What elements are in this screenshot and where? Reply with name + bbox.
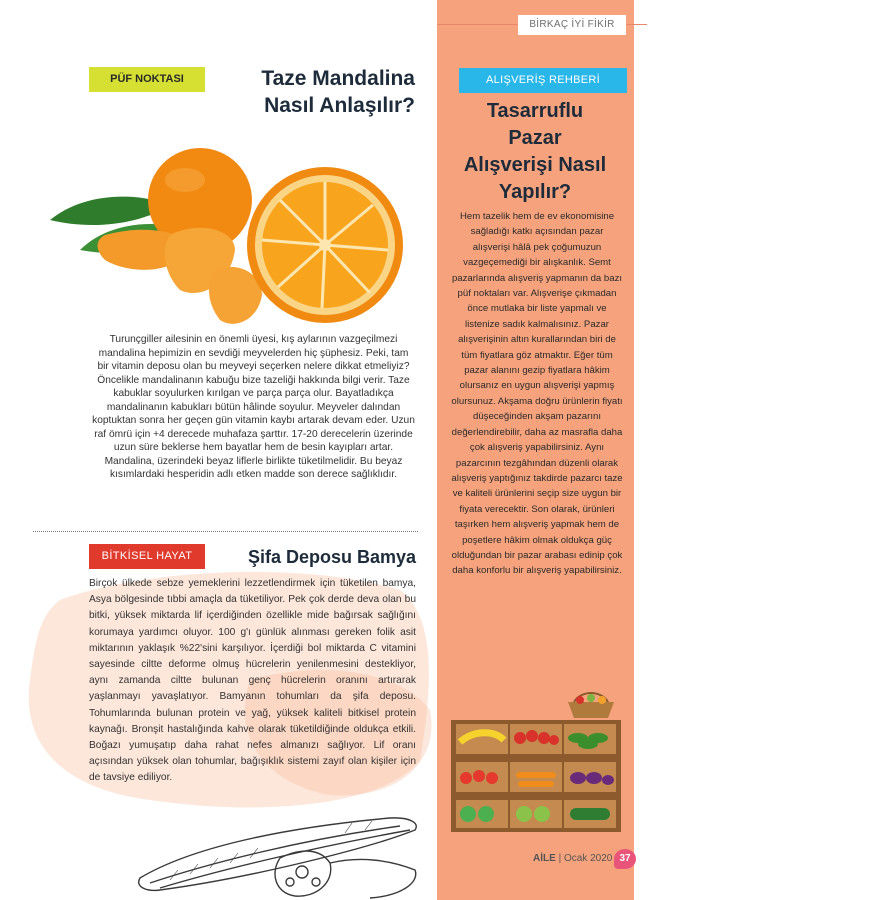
magazine-name: AİLE (533, 853, 556, 864)
issue-date: Ocak 2020 (563, 853, 613, 864)
article-title (225, 65, 415, 119)
page-footer (533, 853, 612, 864)
category-tag: BİTKİSEL HAYAT (89, 544, 205, 569)
title-line: Tasarruflu (486, 100, 584, 122)
page-number: 37 (614, 849, 636, 869)
article-title (440, 98, 630, 206)
title-line: Alışverişi Nasıl (463, 154, 607, 176)
basket-icon (568, 693, 614, 718)
title-line: Taze Mandalina (261, 67, 415, 90)
tip-tag: PÜF NOKTASI (89, 67, 205, 92)
article-body: Hem tazelik hem de ev ekonomisine sağladığı katkı açısından pazar alışverişi hâlâ pek çoğumuzun vazgeçemediği bir alışkanlık. Semt pazarlarında alışveriş yapmanın da bazı püf noktaları var. Alışverişe çıkmadan önce mutlaka bir liste yapmalı ve listenize sadık kalmalısınız. Pazar alışverişinin altın kurallarından biri de tüm fiyatlara göz atmaktır. Eğer tüm pazar alanını gezip fiyatlara hâkim olursanız en uygun alışverişi yapmış olursunuz. Akşama doğru ürünlerin fiyatı düşeceğinden akşam pazarını değerlendirebilir, daha az masrafla daha çok alışveriş yapabilirsiniz. Aynı pazarcının tezgâhından düzenli olarak alışveriş yaptığınız takdirde pazarcı taze ve kaliteli ürünlerini seçip size uygun bir fiyata verecektir. Son olarak, ürünleri taşırken hem alışveriş yapmak hem de poşetlere hâkim olmak oldukça güç olduğundan bir pazar arabası edinip çok daha konforlu bir alışveriş yapabilirsiniz. (451, 211, 623, 577)
orange-illustration (40, 135, 420, 335)
section-label: BİRKAÇ İYİ FİKİR (518, 15, 626, 35)
category-tag: ALIŞVERİŞ REHBERİ (459, 68, 627, 93)
market-stall-illustration (446, 690, 626, 840)
divider (33, 531, 418, 532)
okra-sketch-illustration (130, 808, 430, 900)
title-line: Yapılır? (498, 181, 572, 203)
title-line: Nasıl Anlaşılır? (264, 94, 415, 117)
footer-separator: | (558, 853, 562, 864)
article-body: Turunçgiller ailesinin en önemli üyesi, kış aylarının vazgeçilmezi mandalina hepimizin en sevdiği meyvelerden hiç şüphesiz. Peki, tam bir vitamin deposu olan bu meyveyi seçerken nelere dikkat etmeliyiz? Öncelikle mandalinanın kabuğu bize tazeliği hakkında bilgi verir. Taze kabuklar soyulurken kırılgan ve parça parça olur. Bayatladıkça mandalinanın kabukları bütün hâlinde soyulur. Meyveler dalından koptuktan sonra her geçen gün vitamin kaybı artarak devam eder. Uzun raf ömrü için +4 derecede muhafaza şarttır. 17-20 derecelerin üzerinde uzun süre beklerse hem bayatlar hem de besin kayıpları artar. Mandalina, üzerindeki beyaz liflerle birlikte tüketilmelidir. Bu beyaz kısımlardaki hesperidin adlı etken madde son derece sağlıklıdır. (92, 334, 415, 480)
article-body: Birçok ülkede sebze yemeklerini lezzetlendirmek için tüketilen bamya, Asya bölgesinde tıbbi amaçla da tüketiliyor. Pek çok derde deva olan bu bitki, yüksek miktarda lif içerdiğinden özellikle mide bağırsak sağlığını korumaya yardımcı oluyor. 100 g'ı günlük alınması gereken folik asit miktarının yaklaşık %22'sini karşılıyor. İçerdiği bol miktarda C vitamini sayesinde ciltte deforme olmuş hücrelerin yenilenmesini destekliyor, aynı zamanda ciltte bulunan genç hücrelerin oranını artırarak yaşlanmayı yavaşlatıyor. Bamyanın tohumları da şifa deposu. Tohumlarında bulunan protein ve yağ, yüksek kaliteli bitkisel protein kaynağı. Bronşit hastalığında kahve olarak tüketildiğinde oldukça etkili. Boğazı yumuşatıp daha rahat nefes almanızı sağlıyor. Lif oranı açısından yüksek olan tohumlar, bağışıklık sistemi zayıf olan kişiler için de tavsiye ediliyor. (89, 578, 416, 784)
article-title: Şifa Deposu Bamya (247, 547, 416, 567)
title-line: Pazar (508, 127, 562, 149)
